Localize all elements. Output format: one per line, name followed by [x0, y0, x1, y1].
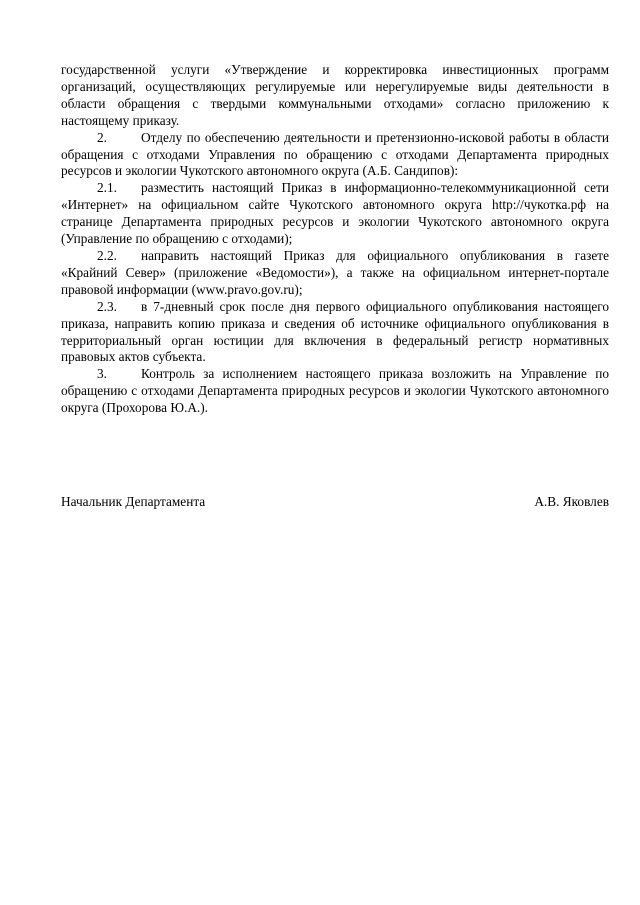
- document-body: [61, 62, 609, 417]
- paragraph-2: [61, 130, 609, 181]
- paragraph-2-1: [61, 180, 609, 248]
- paragraph-number: 2.1.: [97, 180, 117, 196]
- paragraph-2-2: [61, 248, 609, 299]
- paragraph-2-3: [61, 299, 609, 367]
- paragraph-number: 2.2.: [97, 247, 117, 263]
- signatory-name: А.В. Яковлев: [534, 494, 609, 509]
- paragraph-intro: [61, 62, 609, 130]
- paragraph-number: 2.: [97, 129, 107, 145]
- paragraph-text: разместить настоящий Приказ в информационно-телекоммуникационной сети «Интернет» на официальном сайте Чукотского автономного округа http://чукотка.рф на странице Департамента природных ресурсов и экологии Чукотского автономного округа (Управление по обращению с отходами);: [61, 180, 609, 247]
- paragraph-text: в 7-дневный срок после дня первого официального опубликования настоящего приказа, направить копию приказа и сведения об источнике официального опубликования в территориальный орган юстиции для включения в федеральный регистр нормативных правовых актов субъекта.: [61, 298, 609, 365]
- paragraph-3: [61, 366, 609, 417]
- paragraph-number: 3.: [97, 366, 107, 382]
- paragraph-number: 2.3.: [97, 298, 117, 314]
- paragraph-text: Отделу по обеспечению деятельности и претензионно-исковой работы в области обращения с отходами Управления по обращению с отходами Департамента природных ресурсов и экологии Чукотского автономного округа (А.Б. Сандипов):: [61, 129, 609, 179]
- signatory-position: Начальник Департамента: [61, 494, 206, 509]
- paragraph-text: направить настоящий Приказ для официального опубликования в газете «Крайний Север» (приложение «Ведомости»), а также на официальном интернет-портале правовой информации (www.pravo.gov.ru);: [61, 247, 609, 297]
- paragraph-text: государственной услуги «Утверждение и корректировка инвестиционных программ организаций, осуществляющих регулируемые или нерегулируемые виды деятельности в области обращения с твердыми коммунальными отходами» согласно приложению к настоящему приказу.: [61, 62, 609, 128]
- paragraph-text: Контроль за исполнением настоящего приказа возложить на Управление по обращению с отходами Департамента природных ресурсов и экологии Чукотского автономного округа (Прохорова Ю.А.).: [61, 366, 609, 416]
